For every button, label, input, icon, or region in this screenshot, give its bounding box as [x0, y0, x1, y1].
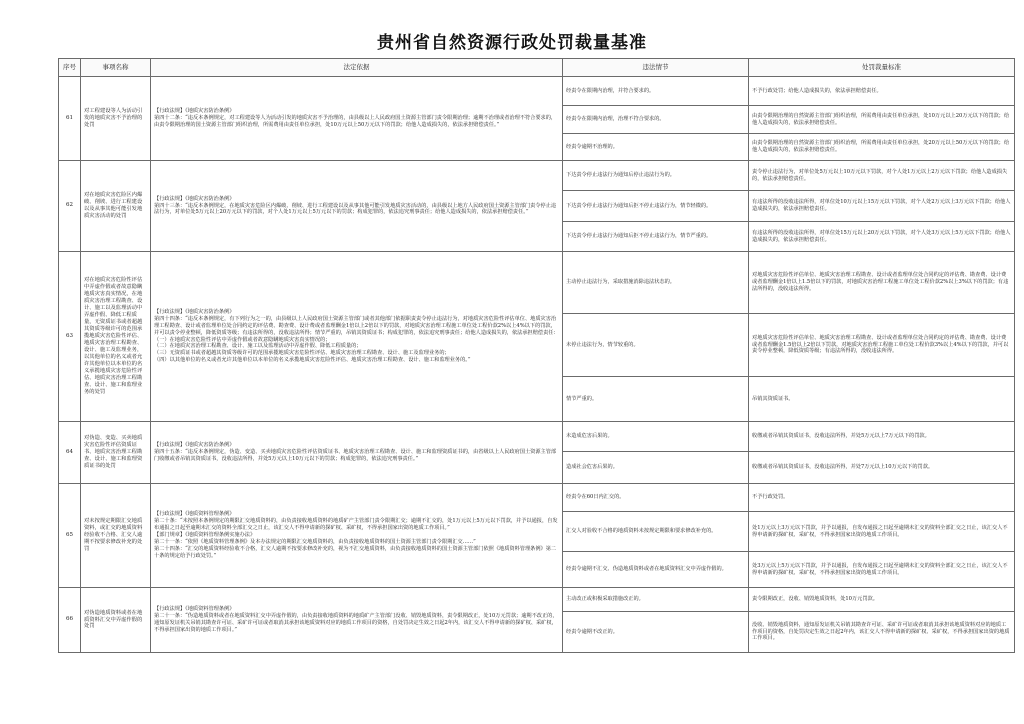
penalty-standard: 由责令限期治理的自然资源主管部门组织治理，所需费用由责任单位承担，处10万元以上20万元以下的罚款；给他人造成损失的，依法承担赔偿责任。 — [749, 106, 1015, 134]
header-standard: 处罚裁量标准 — [749, 59, 1015, 77]
header-no: 序号 — [59, 59, 81, 77]
legal-basis: 【行政法规】《地质灾害防治条例》 第四十三条：“违反本条例规定，在地质灾害危险区内爆破、削坡、进行工程建设以及从事其他可能引发地质灾害活动的，由县级以上地方人民政府国土资源主管部门责令停止违法行为，对单位处5万元以上20万元以下的罚款，对个人处1万元以上5万元以下的罚款；构成犯罪的，依法追究刑事责任；给他人造成损失的，依法承担赔偿责任。” — [151, 161, 563, 252]
violation-situation: 未造成危害后果的。 — [563, 422, 749, 452]
item-name: 对工程建设等人为活动引发的地质灾害不予治理的处罚 — [81, 77, 151, 161]
violation-situation: 经责令在限期内治理，治理不符合要求的。 — [563, 106, 749, 134]
legal-basis: 【行政法规】《地质资料管理条例》 第二十条：“未按照本条例规定的期限汇交地质资料的，由负责接收地质资料的地质矿产主管部门责令限期汇交；逾期不汇交的，处1万元以上5万元以下罚款，并予以通报，自发布通报之日起至逾期未汇交的资料全部汇交之日止，该汇交人不得申请新的探矿权、采矿权，不得承担国家出资的地质工作项目。” 【部门规章】《地质资料管理条例实施办法》 第二十一条：“依照《地质资料管理条例》及本办法规定的期限汇交地质资料的，由负责接收地质资料的国土资源主管部门责令限期汇交……” 第二十四条：“汇交的地质资料经验收不合格，汇交人逾期不按要求修改补充的，视为不汇交地质资料，由负责接收地质资料的国土资源主管部门依照《地质资料管理条例》第二十条的规定给予行政处罚。” — [151, 484, 563, 588]
item-number: 65 — [59, 484, 81, 588]
table-row — [59, 422, 1015, 452]
penalty-standard: 有违法所得的没收违法所得，对单位处15万元以上20万元以下罚款，对个人处3万元以上5万元以下罚款；给他人造成损失的，依法承担赔偿责任。 — [749, 222, 1015, 252]
item-number: 62 — [59, 161, 81, 252]
item-number: 64 — [59, 422, 81, 484]
item-name: 对在地质灾害危险性评估中弄虚作假或者故意隐瞒地质灾害真实情况，在地质灾害治理工程勘查、设计、施工以及监理活动中弄虚作假、降低工程质量，无资质证书或者超越其资质等级许可的范围承揽地质灾害危险性评估、地质灾害治理工程勘查、设计、施工及监理业务，以其他单位的名义或者允许其他单位以本单位的名义承揽地质灾害危险性评估、地质灾害治理工程勘查、设计、施工和监理业务的处罚 — [81, 252, 151, 422]
table-row — [59, 484, 1015, 512]
violation-situation: 汇交人对验收不合格的地质资料未按规定期限和要求修改补充的。 — [563, 512, 749, 552]
legal-basis: 【行政法规】《地质灾害防治条例》 第四十五条：“违反本条例规定，伪造、变造、买卖地质灾害危险性评估资质证书、地质灾害治理工程勘查、设计、施工和监理资质证书的，由省级以上人民政府国土资源主管部门收缴或者吊销其资质证书，没收违法所得，并处5万元以上10万元以下的罚款；构成犯罪的，依法追究刑事责任。” — [151, 422, 563, 484]
penalty-standard: 不予行政处罚。 — [749, 484, 1015, 512]
table-header-row — [59, 59, 1015, 77]
penalty-standard: 吊销其资质证书。 — [749, 377, 1015, 422]
header-situation: 违法情节 — [563, 59, 749, 77]
legal-basis: 【行政法规】《地质资料管理条例》 第二十一条：“伪造地质资料或者在地质资料汇交中弄虚作假的，由负责接收地质资料的地质矿产主管部门没收、销毁地质资料，责令限期改正，处10万元罚款；逾期不改正的，通知原发证机关吊销其勘查许可证、采矿许可证或者取消其承担该地质资料对应的地质工作项目的资格，自处罚决定生效之日起2年内，该汇交人不得申请新的探矿权、采矿权，不得承担国家出资的地质工作项目。” — [151, 588, 563, 653]
violation-situation: 经责令逾期不汇交、伪造地质资料或者在地质资料汇交中弄虚作假的。 — [563, 552, 749, 588]
violation-situation: 主动停止违法行为，采取措施消除违法状态的。 — [563, 252, 749, 314]
item-name: 对未按规定期限汇交地质资料，或汇交的地质资料经验收不合格、汇交人逾期不按要求修改补充的处罚 — [81, 484, 151, 588]
document-title: 贵州省自然资源行政处罚裁量基准 — [377, 33, 647, 53]
violation-situation: 经责令在60日内汇交的。 — [563, 484, 749, 512]
penalty-standard: 处1万元以上3万元以下罚款，并予以通报，自发布通报之日起至逾期未汇交的资料全部汇交之日止，该汇交人不得申请新的探矿权、采矿权，不得承担国家出资的地质工作项目。 — [749, 512, 1015, 552]
penalty-standard: 责令限期改正，没收、销毁地质资料，处10万元罚款。 — [749, 588, 1015, 612]
item-name: 对伪造、变造、买卖地质灾害危险性评估资质证书、地质灾害治理工程勘查、设计、施工和监理资质证书的处罚 — [81, 422, 151, 484]
violation-situation: 未停止违法行为，情节较重的。 — [563, 314, 749, 377]
violation-situation: 经责令在限期内治理，并符合要求的。 — [563, 77, 749, 106]
violation-situation: 情节严重的。 — [563, 377, 749, 422]
penalty-standard: 对地质灾害危险性评估单位、地质灾害治理工程勘查、设计或者监理单位处合同约定的评估费、勘查费、设计费或者监理酬金1倍以上1.5倍以下的罚款，对地质灾害治理工程施工单位处工程价款2%以上3%以下的罚款；有违法所得的，没收违法所得。 — [749, 252, 1015, 314]
penalty-standard-table — [58, 58, 1015, 653]
item-name: 对在地质灾害危险区内爆破、削坡、进行工程建设以及从事其他可能引发地质灾害活动的处罚 — [81, 161, 151, 252]
violation-situation: 主动改正或积极采取措施改正的。 — [563, 588, 749, 612]
penalty-standard: 有违法所得的没收违法所得，对单位处10万元以上15万元以下罚款，对个人处2万元以上3万元以下罚款；给他人造成损失的，依法承担赔偿责任。 — [749, 191, 1015, 222]
legal-basis: 【行政法规】《地质灾害防治条例》 第四十二条：“违反本条例规定，对工程建设等人为活动引发的地质灾害不予治理的，由县级以上人民政府国土资源主管部门责令限期治理；逾期不治理或者治理不符合要求的，由责令限期治理的国土资源主管部门组织治理，所需费用由责任单位承担，处10万元以上50万元以下的罚款；给他人造成损失的，依法承担赔偿责任。” — [151, 77, 563, 161]
violation-situation: 下达责令停止违法行为通知后拒不停止违法行为，情节轻微的。 — [563, 191, 749, 222]
violation-situation: 下达责令停止违法行为通知后拒不停止违法行为，情节严重的。 — [563, 222, 749, 252]
table-body — [59, 77, 1015, 653]
penalty-standard: 不予行政处罚；给他人造成损失的，依法承担赔偿责任。 — [749, 77, 1015, 106]
header-name: 事项名称 — [81, 59, 151, 77]
table-row — [59, 77, 1015, 106]
item-number: 63 — [59, 252, 81, 422]
header-basis: 法定依据 — [151, 59, 563, 77]
item-name: 对伪造地质资料或者在地质资料汇交中弄虚作假的处罚 — [81, 588, 151, 653]
item-number: 66 — [59, 588, 81, 653]
table-row — [59, 588, 1015, 612]
violation-situation: 经责令逾期不改正的。 — [563, 612, 749, 653]
penalty-standard: 收缴或者吊销其资质证书，没收违法所得，并处7万元以上10万元以下的罚款。 — [749, 452, 1015, 484]
violation-situation: 造成社会危害后果的。 — [563, 452, 749, 484]
penalty-standard: 责令停止违法行为，对单位处5万元以上10万元以下罚款，对个人处1万元以上2万元以下罚款；给他人造成损失的，依法承担赔偿责任。 — [749, 161, 1015, 191]
penalty-standard: 对地质灾害危险性评估单位、地质灾害治理工程勘查、设计或者监理单位处合同约定的评估费、勘查费、设计费或者监理酬金1.5倍以上2倍以下罚款，对地质灾害治理工程施工单位处工程价款3%以上4%以下的罚款，并可以责令停业整顿，降低资质等级；有违法所得的，没收违法所得。 — [749, 314, 1015, 377]
legal-basis: 【行政法规】《地质灾害防治条例》 第四十四条：“违反本条例规定，有下列行为之一的，由县级以上人民政府国土资源主管部门或者其他部门依据职责责令停止违法行为，对地质灾害危险性评估单位、地质灾害治理工程勘查、设计或者监理单位处合同约定的评估费、勘查费、设计费或者监理酬金1倍以上2倍以下的罚款，对地质灾害治理工程施工单位处工程价款2%以上4%以下的罚款，并可以责令停业整顿，降低资质等级；有违法所得的，没收违法所得；情节严重的，吊销其资质证书；构成犯罪的，依法追究刑事责任；给他人造成损失的，依法承担赔偿责任： （一）在地质灾害危险性评估中弄虚作假或者故意隐瞒地质灾害真实情况的； （二）在地质灾害治理工程勘查、设计、施工以及监理活动中弄虚作假、降低工程质量的； （三）无资质证书或者超越其资质等级许可的范围承揽地质灾害危险性评估、地质灾害治理工程勘查、设计、施工及监理业务的； （四）以其他单位的名义或者允许其他单位以本单位的名义承揽地质灾害危险性评估、地质灾害治理工程勘查、设计、施工和监理业务的。” — [151, 252, 563, 422]
violation-situation: 经责令逾期不治理的。 — [563, 134, 749, 161]
item-number: 61 — [59, 77, 81, 161]
penalty-standard: 没收、销毁地质资料，通知原发证机关吊销其勘查许可证、采矿许可证或者取消其承担该地质资料对应的地质工作项目的资格，自处罚决定生效之日起2年内，该汇交人不得申请新的探矿权、采矿权，不得承担国家出资的地质工作项目。 — [749, 612, 1015, 653]
penalty-standard: 处3万元以上5万元以下罚款，并予以通报，自发布通报之日起至逾期未汇交的资料全部汇交之日止，该汇交人不得申请新的探矿权、采矿权，不得承担国家出资的地质工作项目。 — [749, 552, 1015, 588]
violation-situation: 下达责令停止违法行为通知后停止违法行为的。 — [563, 161, 749, 191]
penalty-standard: 由责令限期治理的自然资源主管部门组织治理，所需费用由责任单位承担，处20万元以上50万元以下的罚款；给他人造成损失的，依法承担赔偿责任。 — [749, 134, 1015, 161]
table-row — [59, 252, 1015, 314]
table-row — [59, 161, 1015, 191]
penalty-standard: 收缴或者吊销其资质证书，没收违法所得，并处5万元以上7万元以下的罚款。 — [749, 422, 1015, 452]
